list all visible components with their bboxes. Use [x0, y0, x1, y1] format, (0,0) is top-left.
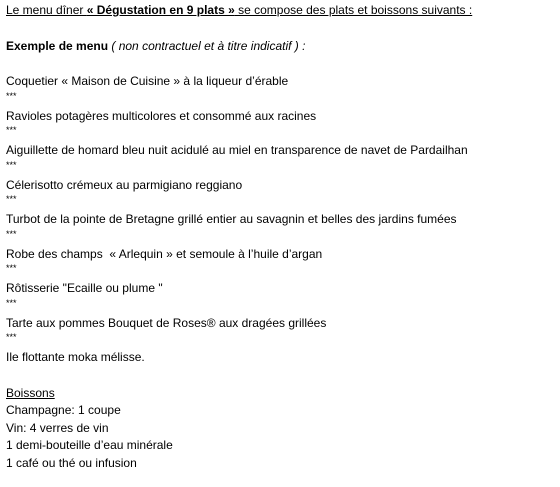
intro-menu-name: « Dégustation en 9 plats »	[86, 3, 235, 17]
dish-item: Ile flottante moka mélisse.	[6, 350, 145, 364]
dish-separator: ***	[6, 90, 17, 101]
drink-item: Vin: 4 verres de vin	[6, 420, 109, 435]
drink-item: 1 café ou thé ou infusion	[6, 455, 137, 470]
example-title: Exemple de menu	[6, 38, 109, 53]
spacer	[6, 20, 556, 38]
intro-suffix: se compose des plats et boissons suivants :	[234, 3, 473, 17]
dish-item: Coquetier « Maison de Cuisine » à la liqueur d’érable	[6, 74, 289, 88]
dish-item: Ravioles potagères multicolores et consommé aux racines	[6, 108, 317, 123]
dish-item: Célerisotto crémeux au parmigiano reggiano	[6, 177, 243, 192]
dish-separator: ***	[6, 228, 17, 239]
dish-list	[6, 73, 556, 367]
drink-item: 1 demi-bouteille d’eau minérale	[6, 438, 173, 452]
dish-item: Aiguillette de homard bleu nuit acidulé au miel en transparence de navet de Pardailhan	[6, 143, 468, 157]
dish-item: Turbot de la pointe de Bretagne grillé entier au savagnin et belles des jardins fumées	[6, 212, 457, 226]
spacer	[6, 55, 556, 73]
drink-item: Champagne: 1 coupe	[6, 403, 121, 417]
dish-separator: ***	[6, 159, 17, 170]
drinks-section	[6, 385, 556, 473]
menu-document	[6, 2, 556, 472]
dish-separator: ***	[6, 263, 17, 273]
dish-item: Tarte aux pommes Bouquet de Roses® aux dragées grillées	[6, 315, 327, 330]
intro-prefix: Le menu dîner	[6, 3, 87, 17]
dish-separator: ***	[6, 297, 17, 308]
intro-line	[6, 2, 556, 20]
dish-separator: ***	[6, 332, 17, 342]
spacer	[6, 367, 556, 385]
dish-item: Robe des champs « Arlequin » et semoule à l’huile d’argan	[6, 246, 323, 261]
drinks-title: Boissons	[6, 385, 55, 400]
dish-separator: ***	[6, 194, 17, 204]
example-note: ( non contractuel et à titre indicatif ) :	[108, 38, 306, 53]
dish-item: Rôtisserie "Ecaille ou plume "	[6, 281, 163, 295]
example-heading	[6, 38, 556, 56]
dish-separator: ***	[6, 125, 17, 135]
